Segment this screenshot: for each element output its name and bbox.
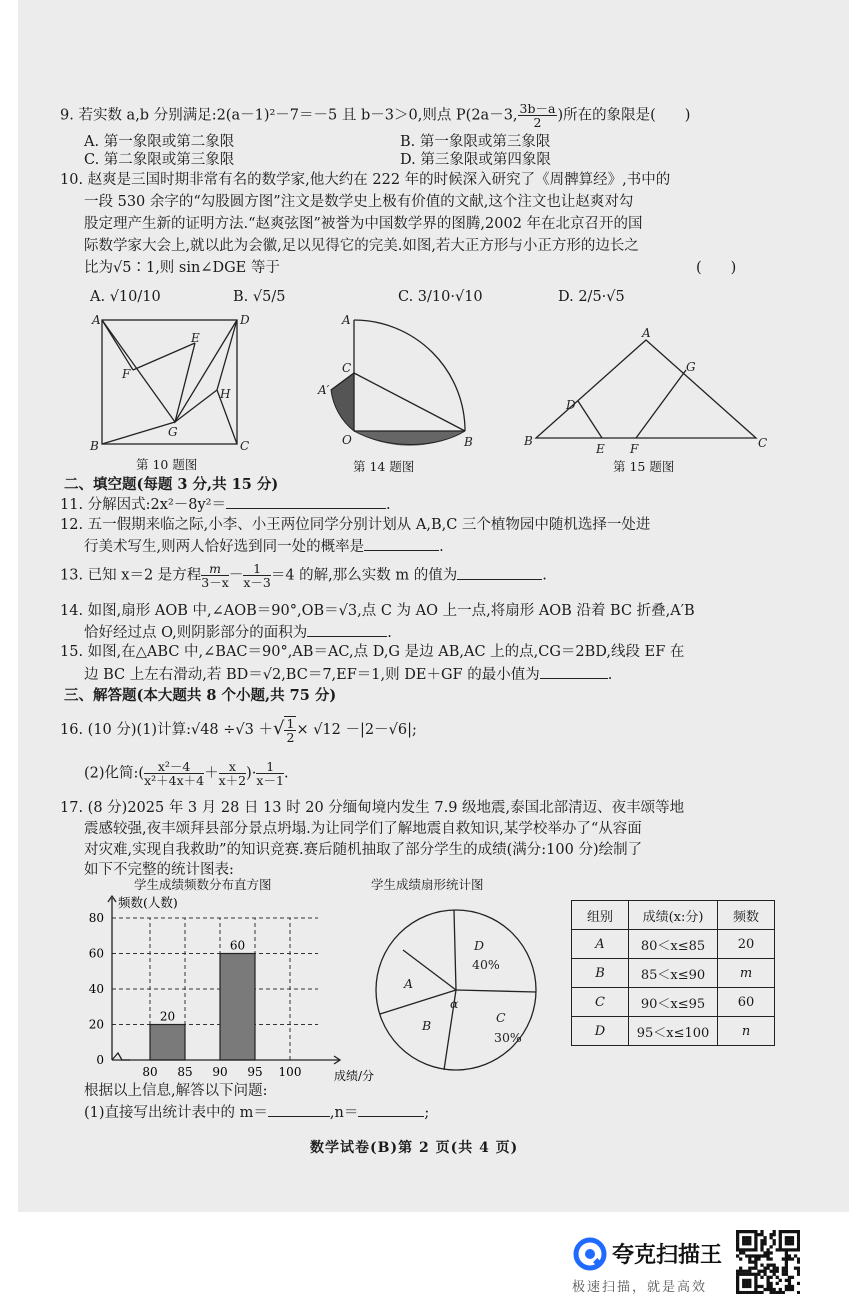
q10-option-b: B. √5/5 [233, 289, 286, 305]
fig10-label-h: H [220, 387, 231, 401]
scanner-watermark-bar [0, 1212, 867, 1308]
q16-part-2: (2)化简:( $\frac{\text{x²－4}}{\text{x²＋4x＋4}}$ ＋ $\frac{x}{x+2}$ )· $\frac{1}{x-1}$ . [84, 759, 289, 788]
fig14-shaded-crescent [354, 431, 465, 445]
table-cell: D [572, 1017, 629, 1046]
pie-label-b: B [422, 1018, 432, 1033]
histogram-x-tick: 90 [212, 1065, 228, 1079]
fig10-label-e: E [191, 331, 200, 345]
pie-label-d: D [474, 938, 485, 953]
histogram-y-tick: 80 [88, 911, 104, 925]
table-header-cell: 频数 [718, 901, 775, 930]
q13-answer-blank[interactable] [457, 564, 542, 580]
fig10-line-d-h-c [217, 320, 237, 444]
table-cell: 95＜x≤100 [629, 1017, 718, 1046]
table-cell: 60 [718, 988, 775, 1017]
q11-answer-blank[interactable] [226, 493, 386, 509]
figure-14-sector-diagram [298, 310, 498, 455]
q9-option-d: D. 第三象限或第四象限 [400, 152, 551, 168]
fig10-label-f: F [122, 367, 131, 381]
q14-line-2: 恰好经过点 O,则阴影部分的面积为 . [84, 621, 392, 644]
fig10-label-g: G [168, 425, 178, 439]
fig15-triangle-abc [536, 340, 756, 438]
fig14-label-o: O [342, 433, 352, 447]
histogram-x-label: 成绩/分 [334, 1069, 375, 1083]
table-cell: A [572, 930, 629, 959]
histogram-title: 学生成绩频数分布直方图 [134, 877, 272, 892]
q10-line-3: 股定理产生新的证明方法.“赵爽弦图”被誉为中国数学界的图腾,2002 年在北京召开的国 [84, 216, 643, 232]
q9-option-c: C. 第二象限或第三象限 [84, 152, 235, 168]
fig14-label-a-prime: A′ [318, 383, 330, 397]
q14-line-1: 14. 如图,扇形 AOB 中,∠AOB＝90°,OB＝√3,点 C 为 AO 上一点,将扇形 AOB 沿着 BC 折叠,A′B [60, 603, 695, 619]
table-cell: m [718, 959, 775, 988]
section-2-heading: 二、填空题(每题 3 分,共 15 分) [64, 476, 279, 493]
q10-line-5: 比为√5∶1,则 sin∠DGE 等于 [84, 260, 280, 276]
histogram-bar [150, 1025, 185, 1061]
fig10-caption: 第 10 题图 [136, 457, 198, 472]
histogram-x-tick: 95 [247, 1065, 263, 1079]
table-row [572, 988, 775, 1017]
q17-line-3: 对灾难,实现自我救助”的知识竞赛.赛后随机抽取了部分学生的成绩(满分:100 分)绘制了 [84, 842, 643, 858]
histogram-x-tick: 100 [278, 1065, 302, 1079]
histogram-y-tick: 20 [88, 1017, 104, 1032]
q17-m-answer-blank[interactable] [268, 1101, 330, 1117]
fig14-caption: 第 14 题图 [353, 459, 415, 474]
figure-10-zhaoshuang-diagram [80, 310, 260, 455]
table-header-cell: 组别 [572, 901, 629, 930]
pie-divider-a-d [454, 910, 456, 990]
fig14-label-c: C [342, 361, 352, 375]
q12-answer-blank[interactable] [364, 535, 439, 551]
pie-pct-c: 30% [494, 1030, 522, 1045]
q10-line-4: 际数学家大会上,就以此为会徽,足以见得它的完美.如图,若大正方形与小正方形的边长之 [84, 238, 639, 254]
q17-sub-1: (1)直接写出统计表中的 m＝ ,n＝ ; [84, 1101, 429, 1124]
fig15-label-c: C [758, 436, 768, 450]
q17-line-4: 如下不完整的统计图表: [84, 862, 234, 878]
pie-label-a: A [404, 976, 414, 991]
fig15-label-b: B [524, 434, 533, 448]
fig10-label-c: C [240, 439, 250, 453]
histogram-data-label: 60 [229, 938, 246, 953]
q10-answer-paren: ( ) [696, 260, 737, 276]
q9-option-b: B. 第一象限或第三象限 [400, 134, 551, 150]
q16-part-1: 16. (10 分)(1)计算:√48 ÷√3 ＋√ $\frac{1}{2}$ × √12 －|2－√6|; [60, 716, 417, 745]
q15-line-2: 边 BC 上左右滑动,若 BD＝√2,BC＝7,EF＝1,则 DE＋GF 的最小值为 . [84, 663, 612, 686]
fig10-label-d: D [240, 313, 250, 327]
fig15-caption: 第 15 题图 [613, 459, 675, 474]
histogram-axis-break [112, 1053, 130, 1060]
table-header-cell: 成绩(x:分) [629, 901, 718, 930]
table-row [572, 1017, 775, 1046]
q17-line-1: 17. (8 分)2025 年 3 月 28 日 13 时 20 分缅甸境内发生 7.9 级地震,泰国北部清迈、夜丰颂等地 [60, 800, 685, 816]
fig15-segment-fg [636, 370, 686, 438]
histogram-y-tick: 60 [88, 946, 104, 961]
q10-option-d: D. 2/5·√5 [558, 289, 625, 305]
histogram-data-label: 20 [159, 1009, 176, 1024]
fig15-label-e: E [596, 442, 605, 455]
histogram-chart [78, 890, 378, 1090]
q10-option-a: A. √10/10 [90, 289, 161, 305]
histogram-y-tick: 0 [96, 1053, 104, 1067]
histogram-y-tick: 40 [88, 982, 104, 996]
q10-line-2: 一段 530 余字的“勾股圆方图”注文是数学史上极有价值的文献,这个注文也让赵爽对勾 [84, 194, 634, 210]
score-frequency-table [571, 900, 775, 1046]
q10-line-1: 10. 赵爽是三国时期非常有名的数学家,他大约在 222 年的时候深入研究了《周髀算经》,书中的 [60, 172, 671, 188]
q12-line-2: 行美术写生,则两人恰好选到同一处的概率是 . [84, 535, 444, 558]
histogram-bar [220, 954, 255, 1061]
section-3-heading: 三、解答题(本大题共 8 个小题,共 75 分) [64, 687, 337, 704]
q14-answer-blank[interactable] [307, 621, 387, 637]
fig10-label-a: A [92, 313, 101, 327]
brand-name: 夸克扫描王 [612, 1243, 723, 1268]
fig15-segment-de [578, 401, 602, 438]
q11: 11. 分解因式:2x²－8y²＝ . [60, 493, 391, 516]
q17-line-2: 震感较强,夜丰颂拜县部分景点坍塌.为让同学们了解地震自救知识,某学校举办了“从容面 [84, 821, 642, 837]
brand-slogan: 极速扫描，就是高效 [572, 1280, 708, 1295]
histogram-y-label: 频数(人数) [118, 895, 178, 910]
table-cell: C [572, 988, 629, 1017]
q15-answer-blank[interactable] [540, 663, 608, 679]
table-cell: n [718, 1017, 775, 1046]
fig10-line-e-g-h [175, 343, 217, 422]
fig14-label-a: A [342, 313, 351, 327]
quark-logo-icon [572, 1236, 608, 1272]
pie-title: 学生成绩扇形统计图 [371, 877, 484, 892]
q9-stem: 9. 若实数 a,b 分别满足:2(a－1)²－7＝－5 且 b－3＞0,则点 P(2a－3, $\frac{3b-a}{2}$ )所在的象限是( ) [60, 101, 691, 130]
table-cell: 85＜x≤90 [629, 959, 718, 988]
q17-after-text: 根据以上信息,解答以下问题: [84, 1083, 268, 1099]
fig15-label-f: F [630, 442, 639, 455]
fig14-arc-ab [354, 320, 465, 431]
fig14-fold-line-cb [354, 373, 465, 431]
q15-line-1: 15. 如图,在△ABC 中,∠BAC＝90°,AB＝AC,点 D,G 是边 AB,AC 上的点,CG＝2BD,线段 EF 在 [60, 644, 685, 660]
fig15-label-a: A [642, 326, 651, 340]
pie-label-alpha: α [450, 996, 459, 1011]
q10-option-c: C. 3/10·√10 [398, 289, 483, 305]
q12-line-1: 12. 五一假期来临之际,小李、小王两位同学分别计划从 A,B,C 三个植物园中随机选择一处进 [60, 517, 651, 533]
histogram-x-tick: 80 [142, 1065, 158, 1079]
fig15-label-g: G [686, 360, 696, 374]
qr-code-icon [736, 1230, 800, 1294]
fig10-line-f-e [133, 343, 195, 370]
table-cell: 90＜x≤95 [629, 988, 718, 1017]
table-cell: 80＜x≤85 [629, 930, 718, 959]
pie-pct-d: 40% [472, 957, 500, 972]
fig10-line-a-f [102, 320, 133, 370]
q13: 13. 已知 x＝2 是方程 $\frac{m}{3-x}$ － $\frac{1}{x-3}$ ＝4 的解,那么实数 m 的值为 . [60, 561, 547, 590]
fig15-label-d: D [566, 398, 576, 412]
table-header-row [572, 901, 775, 930]
pie-chart [368, 898, 553, 1083]
table-row [572, 930, 775, 959]
histogram-x-tick: 85 [177, 1065, 193, 1079]
table-cell: 20 [718, 930, 775, 959]
table-cell: B [572, 959, 629, 988]
q17-n-answer-blank[interactable] [358, 1101, 424, 1117]
fig14-label-b: B [464, 435, 473, 449]
fig10-label-b: B [90, 439, 99, 453]
table-row [572, 959, 775, 988]
fig10-line-b-g [102, 422, 175, 444]
pie-divider-c-d [456, 990, 536, 992]
pie-label-c: C [496, 1010, 506, 1025]
pie-divider-a-b [380, 990, 456, 1014]
exam-page [18, 0, 849, 1212]
page-footer: 数学试卷(B)第 2 页(共 4 页) [310, 1140, 519, 1156]
figure-15-triangle-diagram [516, 325, 781, 455]
q9-option-a: A. 第一象限或第二象限 [84, 134, 235, 150]
